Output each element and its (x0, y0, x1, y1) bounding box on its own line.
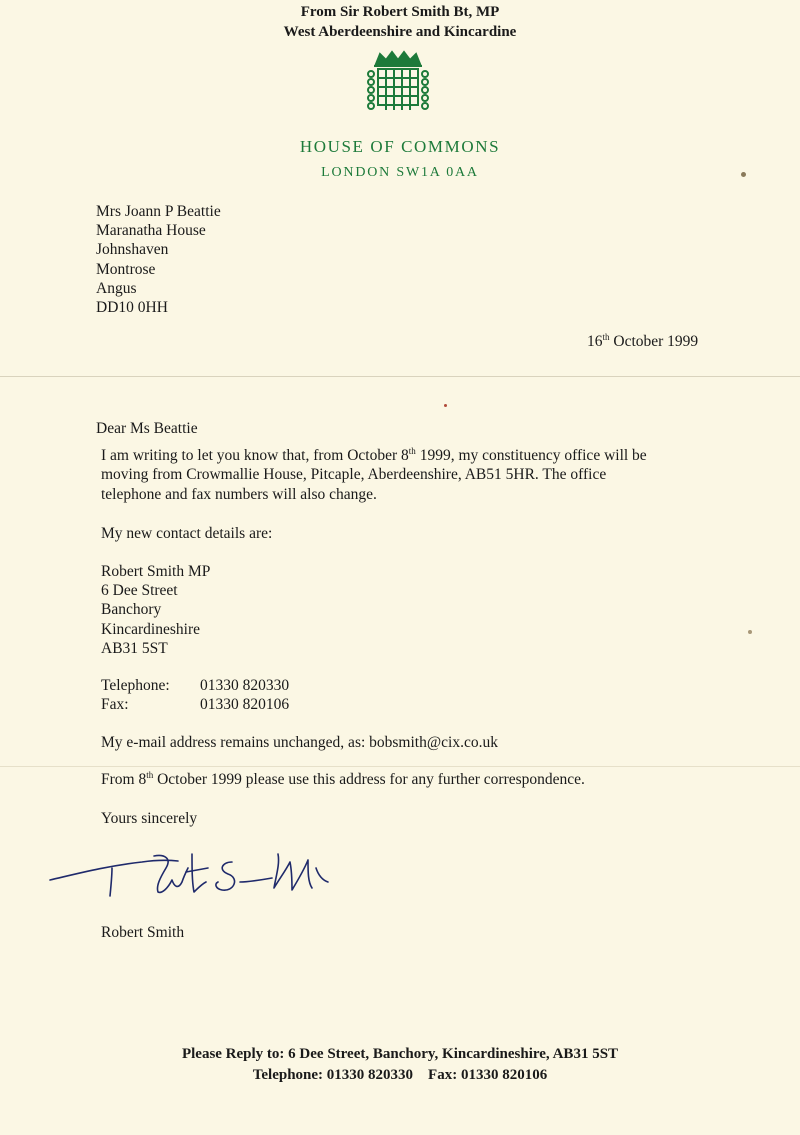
recipient-county: Angus (96, 279, 137, 297)
from-date-line: From 8th October 1999 please use this address for any further correspondence. (101, 770, 585, 788)
recipient-address (96, 202, 221, 317)
fold-line (0, 376, 800, 377)
signatory-name: Robert Smith (101, 924, 185, 941)
recipient-postcode: DD10 0HH (96, 298, 168, 316)
office-postcode: AB31 5ST (101, 639, 168, 657)
footer-phone-line: Telephone: 01330 820330 Fax: 01330 820106 (252, 1067, 548, 1083)
paper-speck (741, 172, 746, 177)
paragraph-1-line-1: I am writing to let you know that, from October 8th 1999, my constituency office will be (101, 446, 647, 464)
constituency-line: West Aberdeenshire and Kincardine (283, 24, 517, 40)
office-street: 6 Dee Street (101, 582, 178, 600)
new-office-address (101, 562, 210, 658)
portcullis-crest-icon (364, 50, 432, 118)
london-postcode: LONDON SW1A 0AA (321, 165, 479, 180)
recipient-house: Maranatha House (96, 222, 206, 240)
closing: Yours sincerely (101, 810, 198, 827)
recipient-village: Johnshaven (96, 241, 169, 259)
telephone-value: 01330 820330 (200, 677, 290, 694)
paragraph-1-line-3: telephone and fax numbers will also change. (101, 486, 377, 503)
fax-label: Fax: (101, 696, 129, 713)
telephone-label: Telephone: (101, 677, 170, 694)
letter-date: 16th October 1999 (587, 332, 699, 350)
from-line: From Sir Robert Smith Bt, MP (300, 4, 500, 20)
salutation: Dear Ms Beattie (96, 420, 198, 437)
office-name: Robert Smith MP (101, 563, 211, 580)
house-of-commons: HOUSE OF COMMONS (299, 137, 501, 156)
recipient-town: Montrose (96, 260, 156, 278)
fold-line-lower (0, 766, 800, 767)
signature-icon (46, 848, 356, 904)
email-line: My e-mail address remains unchanged, as: bobsmith@cix.co.uk (101, 734, 498, 751)
paper-speck (748, 630, 752, 634)
office-county: Kincardineshire (101, 620, 200, 638)
fax-value: 01330 820106 (200, 696, 290, 713)
paper-speck (444, 404, 447, 407)
recipient-name: Mrs Joann P Beattie (96, 203, 221, 220)
contact-intro: My new contact details are: (101, 525, 273, 542)
paragraph-1-line-2: moving from Crowmallie House, Pitcaple, Aberdeenshire, AB51 5HR. The office (101, 466, 607, 483)
footer-reply-line: Please Reply to: 6 Dee Street, Banchory, Kincardineshire, AB31 5ST (181, 1046, 619, 1062)
office-town: Banchory (101, 601, 162, 619)
